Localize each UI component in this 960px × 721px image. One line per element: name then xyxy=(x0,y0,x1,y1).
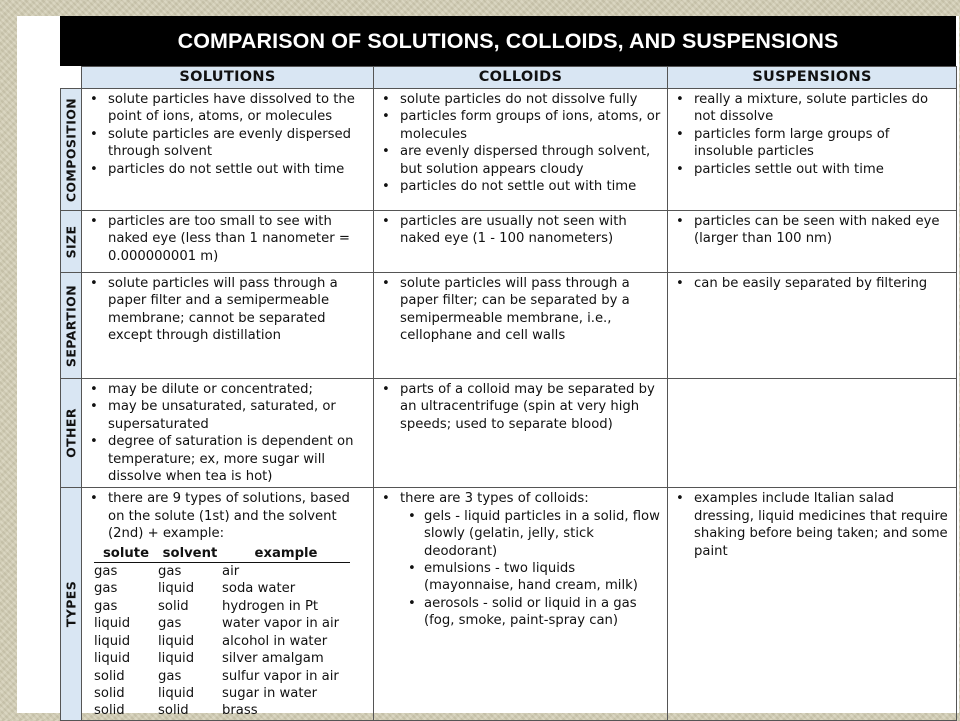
cell-solvent: liquid xyxy=(158,685,195,701)
row-header-size: SIZE xyxy=(61,211,82,273)
cell-composition-solutions xyxy=(82,89,374,211)
solution-types-table xyxy=(94,545,350,720)
cell-solute: liquid xyxy=(94,616,131,632)
list-item: • particles are too small to see with naked eye (less than 1 nanometer = 0.000000001 m) xyxy=(86,213,369,265)
cell-solute: gas xyxy=(94,564,118,580)
cell-separation-suspensions xyxy=(668,273,957,379)
corner-cell xyxy=(61,67,82,89)
list-item: • may be dilute or concentrated; xyxy=(86,381,369,398)
cell-composition-suspensions xyxy=(668,89,957,211)
list-item: • really a mixture, solute particles do not dissolve xyxy=(672,91,952,126)
cell-types-solutions xyxy=(82,488,374,720)
cell-solvent: gas xyxy=(158,564,182,580)
slide xyxy=(17,16,959,719)
list-item: • are evenly dispersed through solvent, but solution appears cloudy xyxy=(378,143,663,178)
table-row xyxy=(94,615,350,632)
list-item: • particles form groups of ions, atoms, or molecules xyxy=(378,108,663,143)
cell-types-suspensions xyxy=(668,488,957,720)
cell-solvent: gas xyxy=(158,616,182,632)
list-item: • emulsions - two liquids (mayonnaise, hand cream, milk) xyxy=(406,560,663,595)
row-header-separation: SEPARTION xyxy=(61,273,82,379)
cell-example: sugar in water xyxy=(222,685,318,701)
table-row xyxy=(94,668,350,685)
column-header-row xyxy=(61,67,957,89)
cell-solute: liquid xyxy=(94,651,131,667)
table-row-other xyxy=(61,379,957,488)
cell-example: silver amalgam xyxy=(222,651,324,667)
cell-solute: liquid xyxy=(94,633,131,649)
list-item: • particles settle out with time xyxy=(672,161,952,178)
cell-solvent: gas xyxy=(158,668,182,684)
list-item: • solute particles have dissolved to the point of ions, atoms, or molecules xyxy=(86,91,369,126)
cell-solute: solid xyxy=(94,703,125,719)
list-item: • solute particles do not dissolve fully xyxy=(378,91,663,108)
row-header-composition: COMPOSITION xyxy=(61,89,82,211)
mini-header-solute: solute xyxy=(94,545,158,563)
table-row xyxy=(94,598,350,615)
cell-composition-colloids xyxy=(374,89,668,211)
cell-solvent: liquid xyxy=(158,633,195,649)
cell-size-solutions xyxy=(82,211,374,273)
table-row-types xyxy=(61,488,957,720)
list-item: • gels - liquid particles in a solid, flow slowly (gelatin, jelly, stick deodorant) xyxy=(406,508,663,560)
list-item: • solute particles are evenly dispersed through solvent xyxy=(86,126,369,161)
list-item: • particles form large groups of insoluble particles xyxy=(672,126,952,161)
table-row xyxy=(94,580,350,597)
list-item: • aerosols - solid or liquid in a gas (fog, smoke, paint-spray can) xyxy=(406,595,663,630)
slide-title: COMPARISON OF SOLUTIONS, COLLOIDS, AND SUSPENSIONS xyxy=(60,16,956,66)
row-header-other: OTHER xyxy=(61,379,82,488)
cell-example: sulfur vapor in air xyxy=(222,668,339,684)
cell-example: air xyxy=(222,564,240,580)
column-header-colloids: COLLOIDS xyxy=(374,67,668,89)
list-item: • parts of a colloid may be separated by an ultracentrifuge (spin at very high speeds; used to separate blood) xyxy=(378,381,663,433)
column-header-solutions: SOLUTIONS xyxy=(82,67,374,89)
cell-solute: gas xyxy=(94,598,118,614)
table-row xyxy=(94,650,350,667)
cell-example: soda water xyxy=(222,581,296,597)
list-item: • solute particles will pass through a paper filter and a semipermeable membrane; cannot be separated except through distillation xyxy=(86,275,369,345)
cell-solute: gas xyxy=(94,581,118,597)
list-item: • solute particles will pass through a paper filter; can be separated by a semipermeable membrane, i.e., cellophane and cell walls xyxy=(378,275,663,345)
cell-solute: solid xyxy=(94,668,125,684)
table-row-composition xyxy=(61,89,957,211)
list-item: • may be unsaturated, saturated, or supersaturated xyxy=(86,398,369,433)
cell-size-suspensions xyxy=(668,211,957,273)
cell-solute: solid xyxy=(94,685,125,701)
cell-solvent: solid xyxy=(158,598,189,614)
colloids-intro: there are 3 types of colloids: xyxy=(400,491,589,507)
cell-separation-solutions xyxy=(82,273,374,379)
list-item: • particles can be seen with naked eye (larger than 100 nm) xyxy=(672,213,952,248)
list-item: • degree of saturation is dependent on temperature; ex, more sugar will dissolve when tea is hot) xyxy=(86,433,369,485)
list-item: • there are 9 types of solutions, based on the solute (1st) and the solvent (2nd) + example: xyxy=(86,490,369,542)
cell-solvent: liquid xyxy=(158,651,195,667)
cell-example: alcohol in water xyxy=(222,633,328,649)
cell-other-suspensions xyxy=(668,379,957,488)
list-item: • particles do not settle out with time xyxy=(86,161,369,178)
cell-solvent: liquid xyxy=(158,581,195,597)
table-row xyxy=(94,563,350,581)
column-header-suspensions: SUSPENSIONS xyxy=(668,67,957,89)
cell-size-colloids xyxy=(374,211,668,273)
table-row xyxy=(94,633,350,650)
list-item xyxy=(378,490,663,629)
row-header-types: TYPES xyxy=(61,488,82,720)
list-item: • examples include Italian salad dressing, liquid medicines that require shaking before being taken; and some paint xyxy=(672,490,952,560)
cell-other-colloids xyxy=(374,379,668,488)
cell-example: hydrogen in Pt xyxy=(222,598,319,614)
cell-solvent: solid xyxy=(158,703,189,719)
table-row xyxy=(94,702,350,719)
cell-example: water vapor in air xyxy=(222,616,340,632)
table-row-separation xyxy=(61,273,957,379)
cell-example: brass xyxy=(222,703,258,719)
comparison-table xyxy=(60,66,957,721)
list-item: • can be easily separated by filtering xyxy=(672,275,952,292)
cell-other-solutions xyxy=(82,379,374,488)
cell-separation-colloids xyxy=(374,273,668,379)
table-row-size xyxy=(61,211,957,273)
mini-header-example: example xyxy=(222,545,350,563)
mini-header-solvent: solvent xyxy=(158,545,222,563)
cell-types-colloids xyxy=(374,488,668,720)
list-item: • particles do not settle out with time xyxy=(378,178,663,195)
table-row xyxy=(94,685,350,702)
list-item: • particles are usually not seen with naked eye (1 - 100 nanometers) xyxy=(378,213,663,248)
